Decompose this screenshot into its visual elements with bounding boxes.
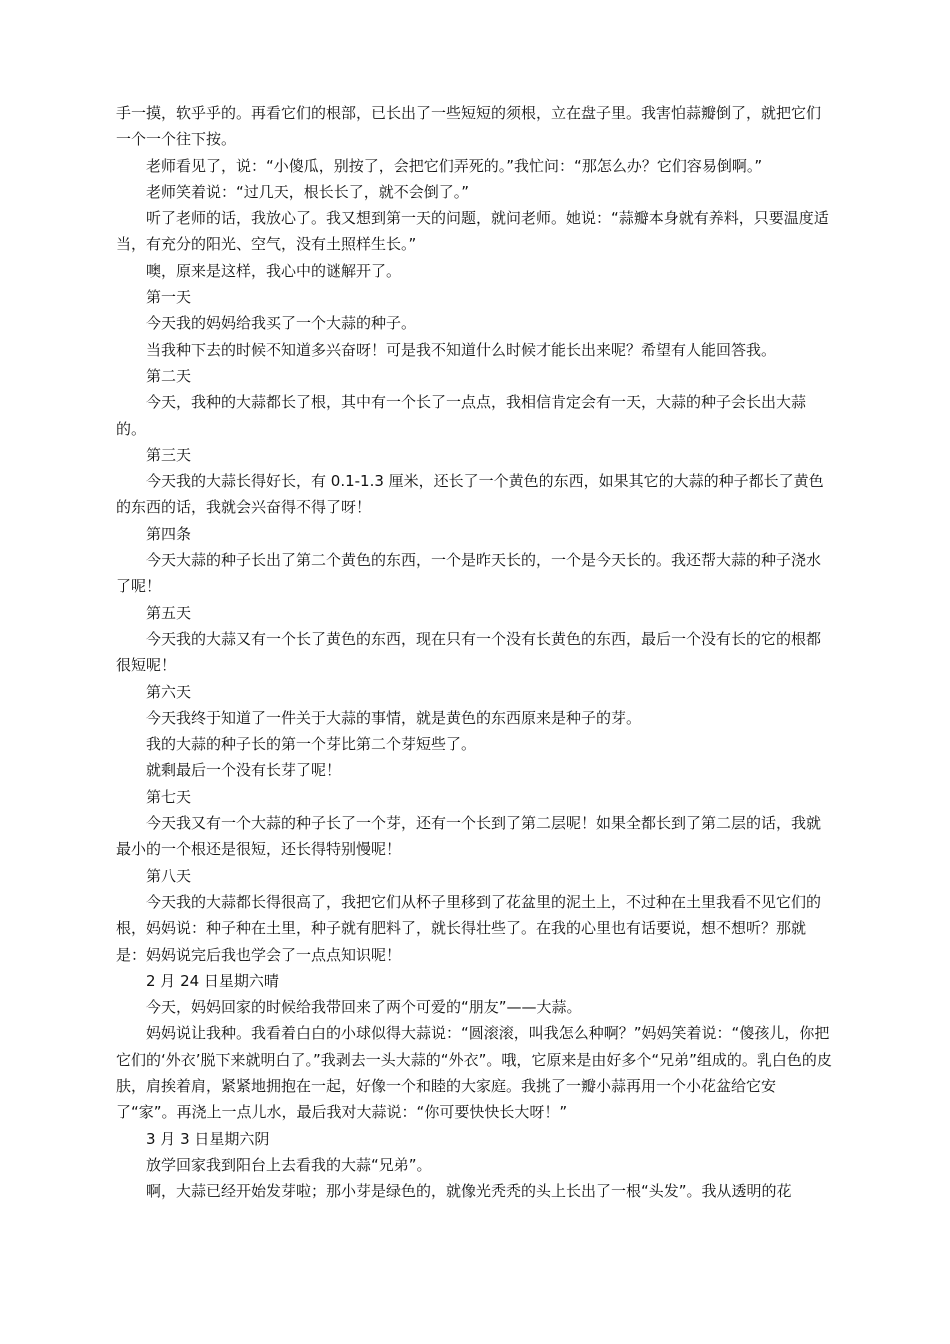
paragraph: 今天我终于知道了一件关于大蒜的事情，就是黄色的东西原来是种子的芽。 bbox=[146, 708, 642, 727]
date-heading: 3 月 3 日星期六阴 bbox=[146, 1129, 270, 1148]
paragraph: 我的大蒜的种子长的第一个芽比第二个芽短些了。 bbox=[146, 735, 477, 754]
paragraph: 当我种下去的时候不知道多兴奋呀！可是我不知道什么时候才能长出来呢？希望有人能回答我。 bbox=[146, 340, 777, 359]
paragraph: 妈妈说让我种。我看着白白的小球似得大蒜说：“圆滚滚，叫我怎么种啊？”妈妈笑着说：“傻孩儿，你把它们的‘外衣’脱下来就明白了。”我剥去一头大蒜的“外衣”。哦，它原来是由好多个“兄弟”组成的。乳白色的皮肤，肩挨着肩，紧紧地拥抱在一起，好像一个和睦的大家庭。我挑了一瓣小蒜再用一个小花盆给它安了“家”。再浇上一点儿水，最后我对大蒜说：“你可要快快长大呀！” bbox=[116, 1024, 832, 1122]
paragraph: 听了老师的话，我放心了。我又想到第一天的问题，就问老师。她说：“蒜瓣本身就有养料，只要温度适当，有充分的阳光、空气，没有土照样生长。” bbox=[116, 209, 829, 254]
paragraph: 今天我的大蒜长得好长，有 0.1-1.3 厘米，还长了一个黄色的东西，如果其它的大蒜的种子都长了黄色的东西的话，我就会兴奋得不得了呀！ bbox=[116, 472, 824, 517]
day-heading: 第七天 bbox=[146, 787, 192, 806]
paragraph: 今天，我种的大蒜都长了根，其中有一个长了一点点，我相信肯定会有一天，大蒜的种子会长出大蒜的。 bbox=[116, 393, 807, 438]
paragraph: 老师笑着说：“过几天，根长长了，就不会倒了。” bbox=[146, 182, 470, 201]
day-heading: 第八天 bbox=[146, 866, 192, 885]
paragraph: 手一摸，软乎乎的。再看它们的根部，已长出了一些短短的须根，立在盘子里。我害怕蒜瓣倒了，就把它们一个一个往下按。 bbox=[116, 104, 822, 149]
paragraph: 啊，大蒜已经开始发芽啦；那小芽是绿色的，就像光秃秃的头上长出了一根“头发”。我从透明的花 bbox=[146, 1182, 792, 1201]
day-heading: 第六天 bbox=[146, 682, 192, 701]
paragraph: 今天我的妈妈给我买了一个大蒜的种子。 bbox=[146, 314, 417, 333]
document-body bbox=[116, 100, 834, 1204]
date-heading: 2 月 24 日星期六晴 bbox=[146, 971, 279, 990]
day-heading: 第五天 bbox=[146, 603, 192, 622]
paragraph: 今天我的大蒜都长得很高了，我把它们从杯子里移到了花盆里的泥土上，不过种在土里我看不见它们的根，妈妈说：种子种在土里，种子就有肥料了，就长得壮些了。在我的心里也有话要说，想不想听？那就是：妈妈说完后我也学会了一点点知识呢！ bbox=[116, 892, 822, 964]
day-heading: 第一天 bbox=[146, 288, 192, 307]
paragraph: 就剩最后一个没有长芽了呢！ bbox=[146, 761, 342, 780]
paragraph: 今天我又有一个大蒜的种子长了一个芽，还有一个长到了第二层呢！如果全都长到了第二层的话，我就最小的一个根还是很短，还长得特别慢呢！ bbox=[116, 814, 822, 859]
day-heading: 第二天 bbox=[146, 366, 192, 385]
day-heading: 第四条 bbox=[146, 524, 192, 543]
paragraph: 老师看见了，说：“小傻瓜，别按了，会把它们弄死的。”我忙问：“那怎么办？它们容易倒啊。” bbox=[146, 156, 763, 175]
paragraph: 噢，原来是这样，我心中的谜解开了。 bbox=[146, 261, 402, 280]
paragraph: 今天我的大蒜又有一个长了黄色的东西，现在只有一个没有长黄色的东西，最后一个没有长的它的根都很短呢！ bbox=[116, 629, 822, 675]
paragraph: 放学回家我到阳台上去看我的大蒜“兄弟”。 bbox=[146, 1155, 432, 1174]
paragraph: 今天，妈妈回家的时候给我带回来了两个可爱的“朋友”——大蒜。 bbox=[146, 998, 582, 1017]
day-heading: 第三天 bbox=[146, 445, 192, 464]
paragraph: 今天大蒜的种子长出了第二个黄色的东西，一个是昨天长的，一个是今天长的。我还帮大蒜的种子浇水了呢！ bbox=[116, 551, 822, 596]
